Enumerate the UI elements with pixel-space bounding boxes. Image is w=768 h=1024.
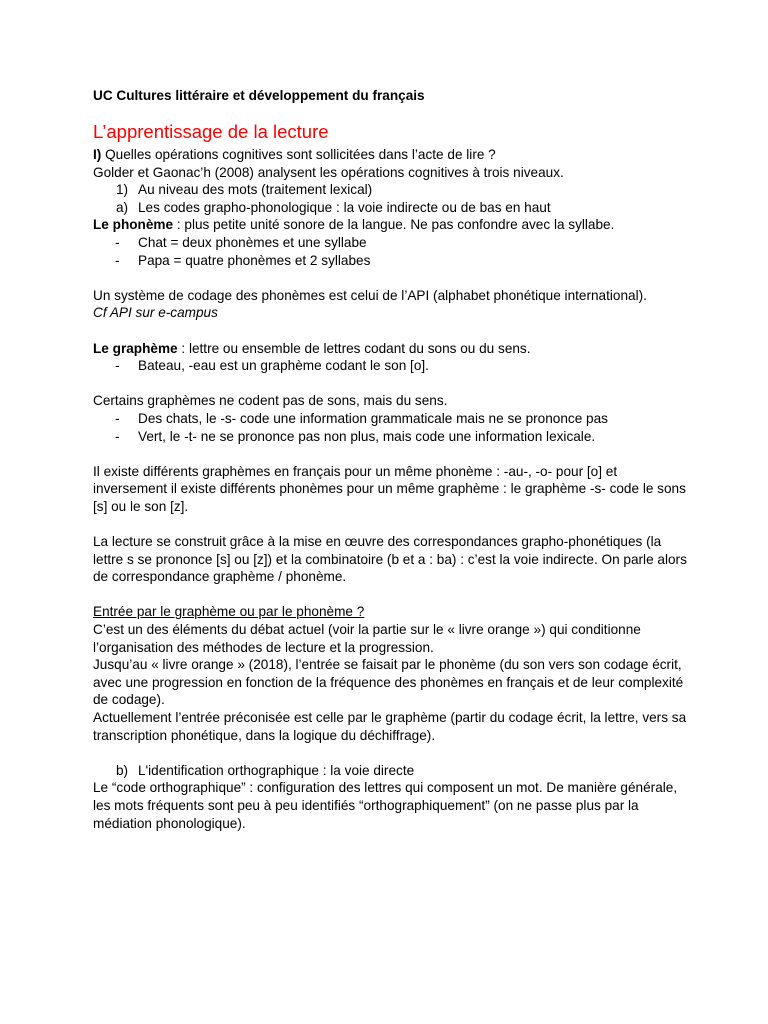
sens-paragraph: Certains graphèmes ne codent pas de sons, mais du sens. (93, 393, 448, 409)
list-item (93, 234, 693, 252)
api-reference: Cf API sur e-campus (93, 305, 218, 321)
list-item-text: Les codes grapho-phonologique : la voie indirecte ou de bas en haut (138, 199, 551, 215)
question-text: Quelles opérations cognitives sont sollicitées dans l’acte de lire ? (101, 147, 496, 162)
construit-paragraph: La lecture se construit grâce à la mise en œuvre des correspondances grapho-phonétiques (la lettre s se prononce [s] ou [z]) et la combinatoire (b et a : ba) : c’est la voie indirecte. On parle alors de correspondance graphème / phonème. (93, 534, 687, 585)
list-item-text: Vert, le -t- ne se prononce pas non plus, mais code une information lexicale. (138, 428, 596, 444)
paragraph-gap (93, 445, 693, 463)
api-paragraph: Un système de codage des phonèmes est celui de l’API (alphabet phonétique international). (93, 287, 647, 303)
list-item (93, 357, 693, 375)
lettered-item (93, 199, 693, 217)
document-page (93, 87, 693, 832)
bullet-dash: - (115, 410, 120, 426)
phoneme-definition (93, 216, 693, 234)
paragraph-gap (93, 322, 693, 340)
list-letter: b) (116, 762, 129, 778)
list-letter: a) (116, 199, 129, 215)
section-heading: L’apprentissage de la lecture (93, 121, 329, 142)
paragraph-gap (93, 269, 693, 287)
orthographic-code-paragraph: Le “code orthographique” : configuration des lettres qui composent un mot. De manière générale, les mots fréquents sont peu à peu identifiés “orthographiquement” (on ne passe plus par la médiation phonologique). (93, 780, 678, 831)
phoneme-definition-text: : plus petite unité sonore de la langue. Ne pas confondre avec la syllabe. (173, 217, 615, 233)
bullet-dash: - (115, 234, 120, 250)
grapheme-term: Le graphème (93, 340, 178, 356)
paragraph-gap (93, 375, 693, 393)
lettered-item (93, 762, 693, 780)
document-title: UC Cultures littéraire et développement du français (93, 88, 425, 103)
paragraph-gap (93, 586, 693, 604)
list-item-text: Au niveau des mots (traitement lexical) (138, 182, 373, 198)
grapheme-definition (93, 340, 693, 358)
list-item (93, 252, 693, 270)
entree-subheading: Entrée par le graphème ou par le phonème ? (93, 604, 365, 620)
bullet-dash: - (115, 428, 120, 444)
intro-text: Golder et Gaonac’h (2008) analysent les opérations cognitives à trois niveaux. (93, 164, 564, 180)
paragraph-gap (93, 515, 693, 533)
list-item-text: Bateau, -eau est un graphème codant le son [o]. (138, 358, 429, 374)
list-number: 1) (116, 182, 129, 198)
paragraph-gap (93, 744, 693, 762)
entree-paragraph: Jusqu’au « livre orange » (2018), l’entrée se faisait par le phonème (du son vers son codage écrit, avec une progression en fonction de la fréquence des phonèmes en français et de leur complexité de codage). (93, 657, 684, 708)
list-item (93, 410, 693, 428)
bullet-dash: - (115, 358, 120, 374)
phoneme-term: Le phonème (93, 217, 174, 233)
section-number: I) (93, 147, 102, 162)
question-line (93, 146, 693, 164)
entree-paragraph: Actuellement l’entrée préconisée est celle par le graphème (partir du codage écrit, la lettre, vers sa transcription phonétique, dans la logique du déchiffrage). (93, 710, 687, 743)
differents-paragraph: Il existe différents graphèmes en français pour un même phonème : -au-, -o- pour [o] et inversement il existe différents phonèmes pour un même graphème : le graphème -s- code le sons [s] ou le son [z]. (93, 463, 686, 514)
list-item-text: Papa = quatre phonèmes et 2 syllabes (138, 252, 371, 268)
list-item-text: Chat = deux phonèmes et une syllabe (138, 234, 367, 250)
list-item-text: Des chats, le -s- code une information grammaticale mais ne se prononce pas (138, 410, 608, 426)
numbered-item (93, 181, 693, 199)
entree-paragraph: C’est un des éléments du débat actuel (voir la partie sur le « livre orange ») qui conditionne l’organisation des méthodes de lecture et la progression. (93, 622, 641, 655)
list-item (93, 428, 693, 446)
list-item-text: L'identification orthographique : la voie directe (138, 762, 415, 778)
bullet-dash: - (115, 252, 120, 268)
grapheme-definition-text: : lettre ou ensemble de lettres codant du sons ou du sens. (177, 340, 531, 356)
